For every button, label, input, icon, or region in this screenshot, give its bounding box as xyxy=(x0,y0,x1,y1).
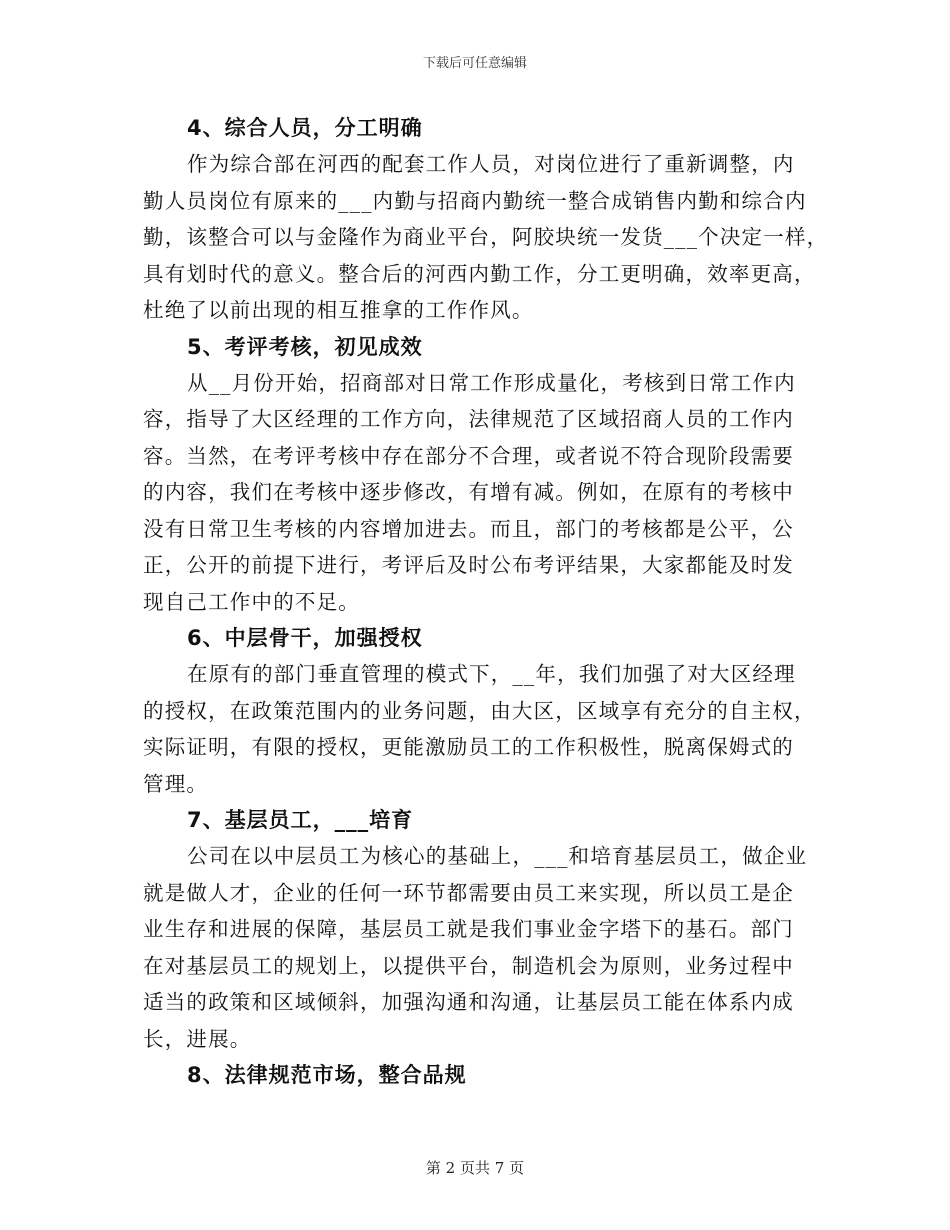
paragraph-line: 的授权，在政策范围内的业务问题，由大区，区域享有充分的自主权， xyxy=(143,698,816,723)
section-paragraph-5 xyxy=(143,365,811,621)
paragraph-line: 在原有的部门垂直管理的模式下，__年，我们加强了对大区经理 xyxy=(187,662,796,686)
paragraph-line: 现自己工作中的不足。 xyxy=(143,589,360,614)
paragraph-line: 从__月份开始，招商部对日常工作形成量化，考核到日常工作内 xyxy=(187,370,796,395)
document-body xyxy=(143,110,829,1093)
page-number: 第 2 页共 7 页 xyxy=(425,1159,525,1177)
paragraph-line: 杜绝了以前出现的相互推拿的工作作风。 xyxy=(143,298,534,322)
paragraph-line: 实际证明，有限的授权，更能激励员工的工作积极性，脱离保姆式的 xyxy=(143,735,794,759)
paragraph-line: 长，进展。 xyxy=(143,1026,252,1051)
section-heading-8: 8、法律规范市场，整合品规 xyxy=(187,1063,467,1087)
paragraph-line: 公司在以中层员工为核心的基础上，___和培育基层员工，做企业 xyxy=(187,844,808,868)
paragraph-line: 正，公开的前提下进行，考评后及时公布考评结果，大家都能及时发 xyxy=(143,553,794,577)
paragraph-line: 容，指导了大区经理的工作方向，法律规范了区域招商人员的工作内 xyxy=(143,407,794,431)
section-heading-4: 4、综合人员，分工明确 xyxy=(187,116,423,140)
paragraph-line: 容。当然，在考评考核中存在部分不合理，或者说不符合现阶段需要 xyxy=(143,443,794,468)
paragraph-line: 作为综合部在河西的配套工作人员，对岗位进行了重新调整，内 xyxy=(187,152,795,176)
paragraph-line: 的内容，我们在考核中逐步修改，有增有减。例如，在原有的考核中 xyxy=(143,480,794,504)
section-heading-6: 6、中层骨干，加强授权 xyxy=(187,626,423,650)
paragraph-line: 就是做人才，企业的任何一环节都需要由员工来实现，所以员工是企 xyxy=(143,880,794,905)
paragraph-line: 没有日常卫生考核的内容增加进去。而且，部门的考核都是公平，公 xyxy=(143,516,794,541)
paragraph-line: 具有划时代的意义。整合后的河西内勤工作，分工更明确，效率更高， xyxy=(143,261,816,286)
paragraph-line: 勤人员岗位有原来的___内勤与招商内勤统一整合成销售内勤和综合内 xyxy=(143,188,807,213)
paragraph-line: 勤，该整合可以与金隆作为商业平台，阿胶块统一发货___个决定一样， xyxy=(143,225,829,249)
paragraph-line: 管理。 xyxy=(143,771,209,796)
paragraph-line: 适当的政策和区域倾斜，加强沟通和沟通，让基层员工能在体系内成 xyxy=(143,990,794,1014)
paragraph-line: 在对基层员工的规划上，以提供平台，制造机会为原则，业务过程中 xyxy=(143,953,794,978)
paragraph-line: 业生存和进展的保障，基层员工就是我们事业金字塔下的基石。部门 xyxy=(143,917,794,941)
section-heading-5: 5、考评考核，初见成效 xyxy=(187,334,423,359)
section-heading-7: 7、基层员工，___培育 xyxy=(187,808,414,832)
section-paragraph-4 xyxy=(143,146,829,329)
page-header: 下载后可任意编辑 xyxy=(422,56,527,71)
section-paragraph-6 xyxy=(143,656,816,802)
section-paragraph-7 xyxy=(143,838,811,1057)
